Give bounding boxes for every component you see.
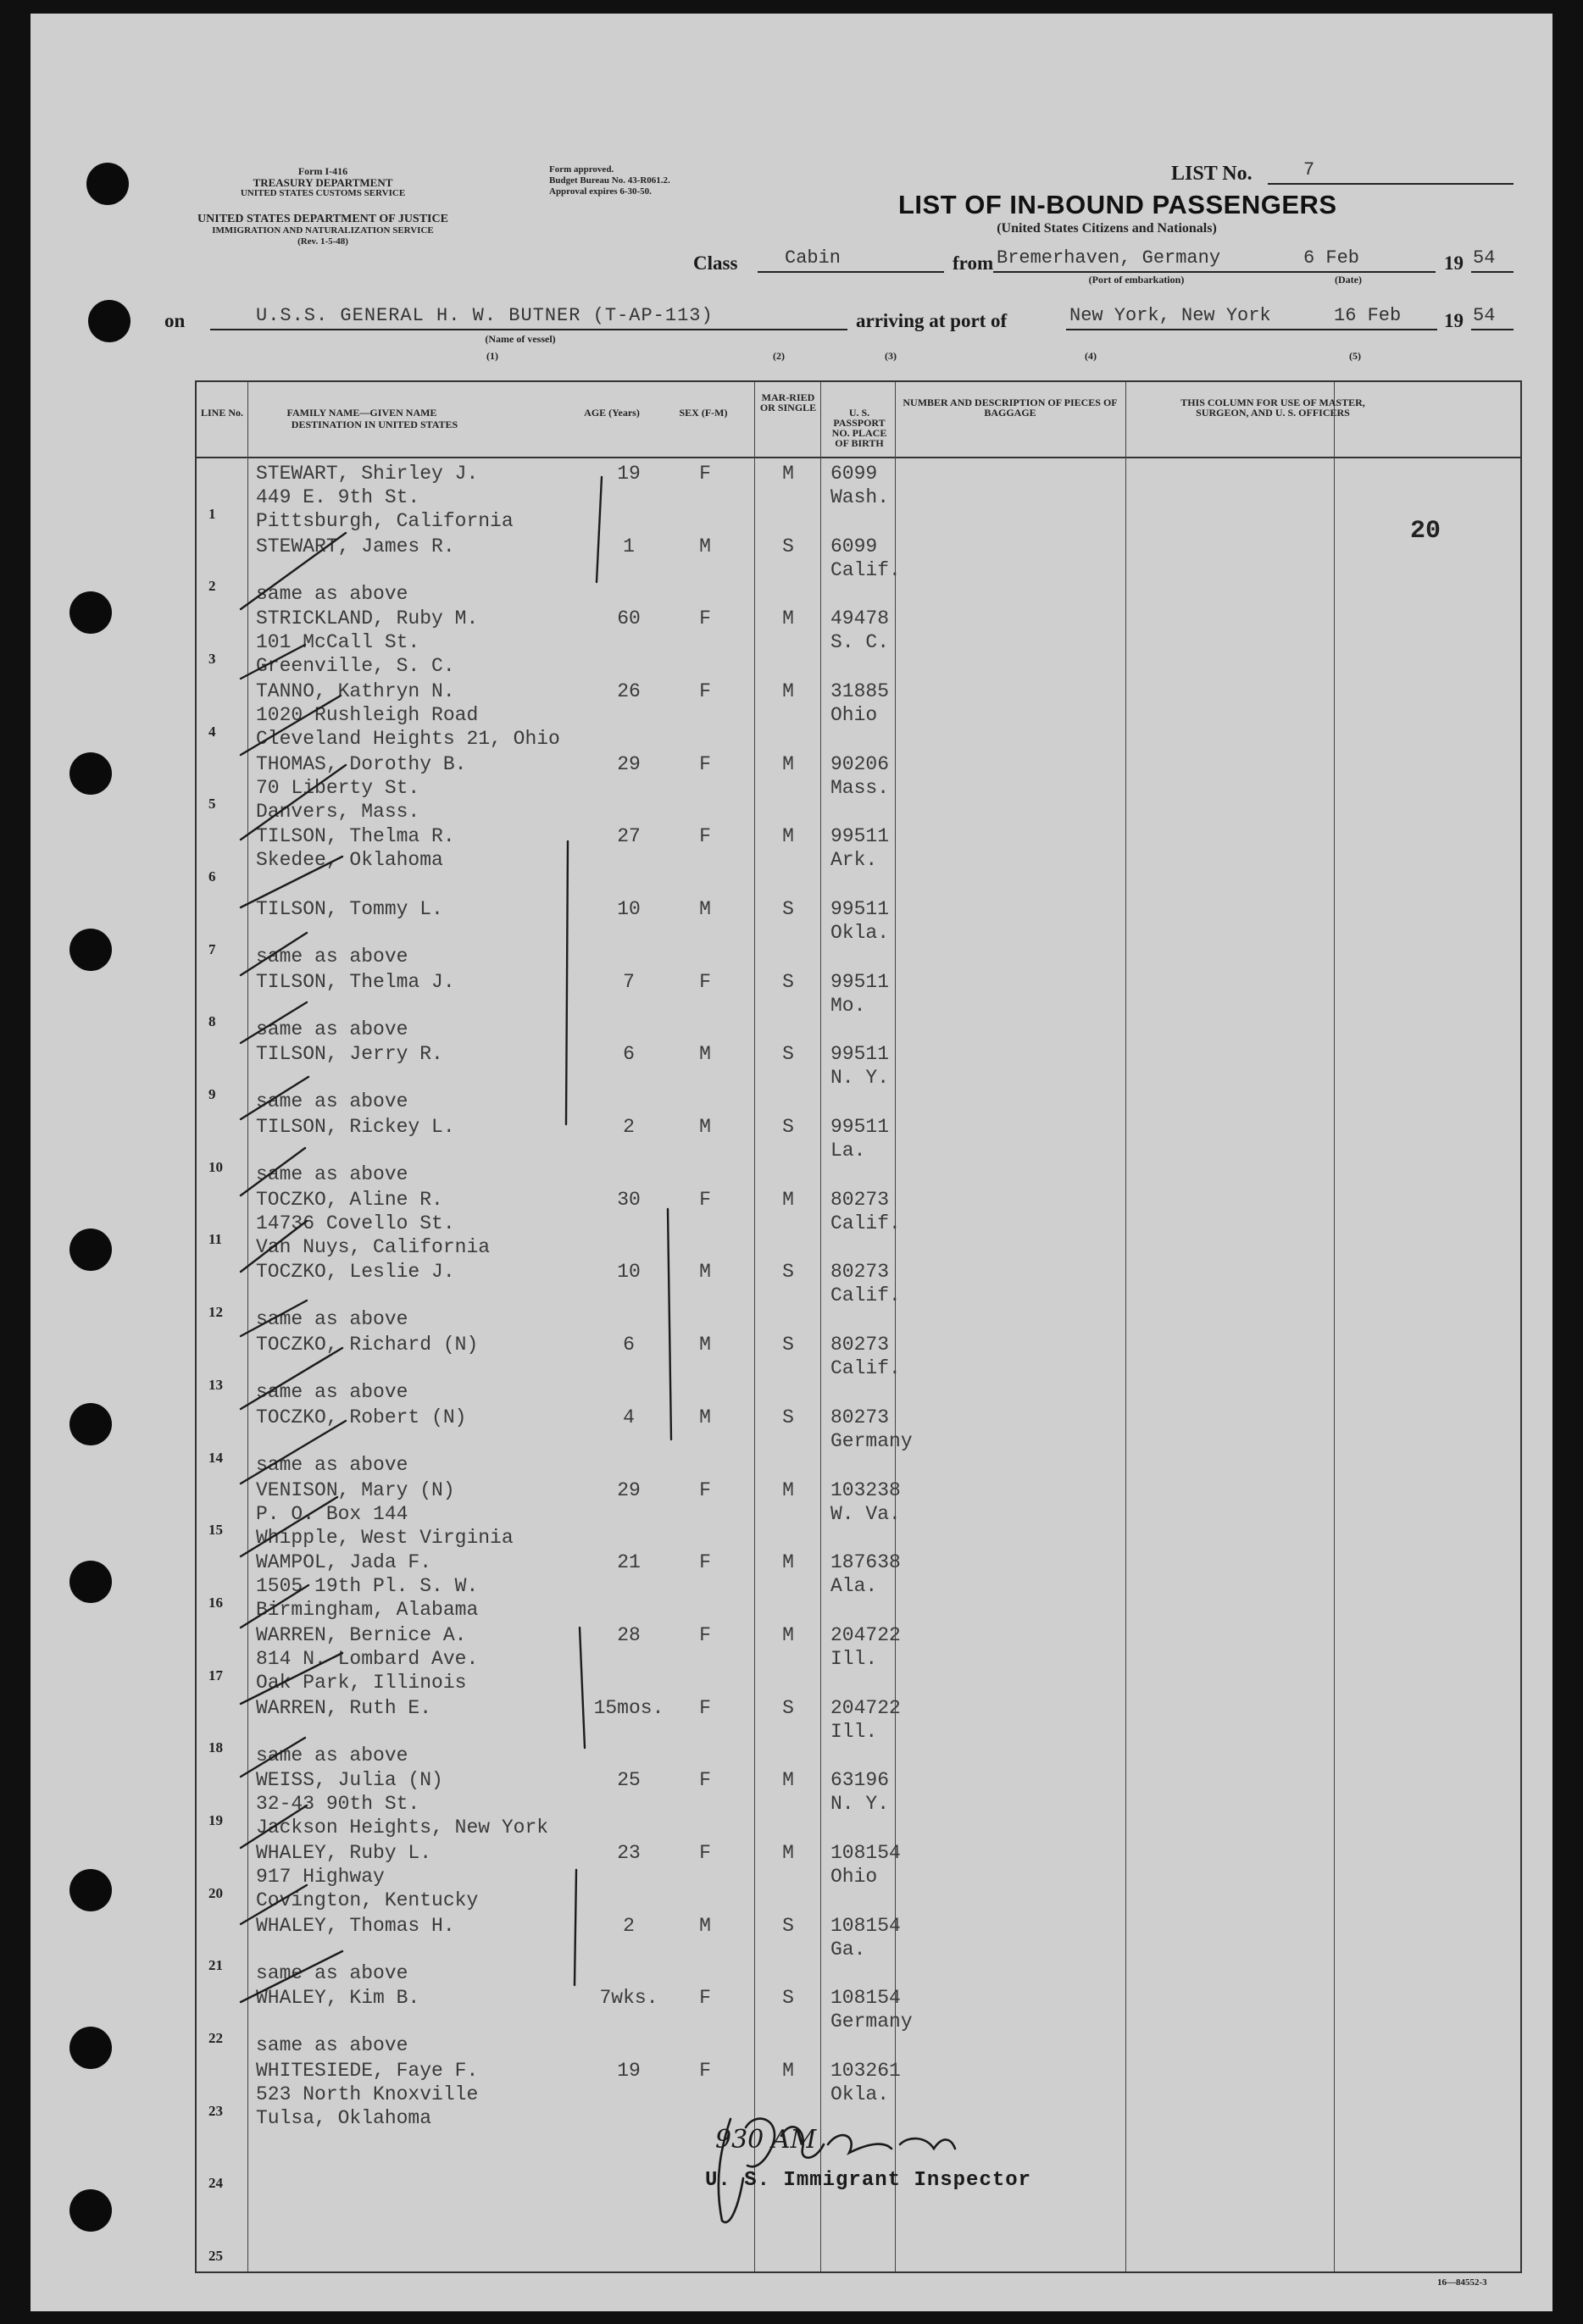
year-prefix-1: 19 [1444,252,1464,274]
cell-age: 29 [617,1478,641,1501]
cell-passport: 80273 [830,1261,890,1284]
checkmark [241,1585,308,1628]
line-number: 11 [208,1231,223,1248]
line-number: 25 [208,2248,223,2264]
cell-passport: 63196 [830,1769,890,1792]
cell-sex: F [699,1478,711,1501]
cell-birth: Calif. [830,1357,901,1380]
punch-hole [86,163,129,205]
checkmark [241,765,346,840]
cell-name: TOCZKO, Leslie J. [256,1261,455,1284]
cell-sex: M [699,1043,711,1066]
cell-sex: F [699,970,711,993]
cell-age: 21 [617,1551,641,1574]
cell-ms: S [782,1696,794,1719]
bracket-mark [566,841,568,1124]
cell-name: WAMPOL, Jada F. [256,1551,432,1574]
budget-bureau: Budget Bureau No. 43-R061.2. [549,175,670,186]
cell-addr2: same as above [256,1090,408,1113]
arriving-label: arriving at port of [856,310,1008,331]
cell-birth: Ga. [830,1938,866,1961]
cell-age: 4 [623,1406,635,1428]
col-header-passport: U. S. PASSPORT NO. PLACE OF BIRTH [831,407,887,449]
cell-name: TILSON, Thelma J. [256,970,455,993]
checkmark [241,1221,307,1272]
cell-sex: M [699,898,711,921]
cell-name: STEWART, Shirley J. [256,463,479,485]
cell-passport: 108154 [830,1841,901,1864]
checkmark [241,1348,342,1409]
cell-birth: Ala. [830,1575,878,1598]
cell-ms: M [782,680,794,703]
from-line [993,271,1436,273]
line-number: 2 [208,578,216,595]
cell-ms: M [782,1551,794,1574]
cell-passport: 99511 [830,898,890,921]
line-number: 5 [208,796,216,813]
cell-sex: F [699,825,711,848]
cell-name: TILSON, Jerry R. [256,1043,443,1066]
cell-addr1: Skedee, Oklahoma [256,849,443,872]
class-line [758,271,944,273]
cell-name: VENISON, Mary (N) [256,1478,455,1501]
list-no-label: LIST No. [1171,163,1253,185]
checkmark [241,1301,307,1336]
cell-ms: S [782,898,794,921]
line-number: 9 [208,1086,216,1103]
checkmark [241,1951,342,2002]
checkmark [241,1148,305,1195]
cell-sex: F [699,1841,711,1864]
line-number: 6 [208,868,216,885]
cell-age: 60 [617,607,641,630]
cell-ms: M [782,607,794,630]
cell-ms: S [782,970,794,993]
print-code: 16—84552-3 [1437,2277,1487,2288]
cell-addr1: 814 N. Lombard Ave. [256,1647,479,1670]
cell-addr2: same as above [256,1308,408,1331]
cell-birth: Germany [830,1429,913,1452]
cell-ms: M [782,1769,794,1792]
col-header-sex: SEX (F-M) [679,407,728,419]
cell-sex: F [699,1769,711,1792]
document-page [31,14,1552,2311]
cell-age: 29 [617,752,641,775]
cell-birth: Okla. [830,922,890,945]
cell-age: 10 [617,1261,641,1284]
cell-passport: 31885 [830,680,890,703]
year-value-1: 54 [1473,247,1496,269]
date-caption: (Date) [1335,274,1362,286]
checkmark [241,1653,342,1704]
cell-addr2: Whipple, West Virginia [256,1526,514,1549]
line-number: 24 [208,2175,223,2192]
col-num-3: (3) [885,350,897,362]
cell-age: 25 [617,1769,641,1792]
cell-addr2: same as above [256,1961,408,1984]
cell-name: WHALEY, Ruby L. [256,1841,432,1864]
cell-age: 19 [617,2059,641,2082]
cell-sex: M [699,1914,711,1937]
from-date-value: 6 Feb [1303,247,1360,269]
checkmark [241,533,346,609]
cell-sex: F [699,1188,711,1211]
cell-sex: F [699,1987,711,2010]
from-value: Bremerhaven, Germany [997,247,1221,269]
list-no-value: 7 [1303,159,1315,180]
cell-addr2: same as above [256,1744,408,1767]
bracket-mark [580,1628,585,1748]
cell-sex: F [699,1696,711,1719]
cell-name: STEWART, James R. [256,535,455,557]
cell-addr2: Cleveland Heights 21, Ohio [256,728,560,751]
cell-addr2: same as above [256,1453,408,1476]
cell-birth: Mo. [830,994,866,1017]
cell-birth: W. Va. [830,1502,901,1525]
cell-addr1: 449 E. 9th St. [256,486,420,508]
cell-ms: M [782,825,794,848]
cell-name: WHALEY, Kim B. [256,1987,420,2010]
checkmark [241,1002,307,1043]
vessel-line [210,329,847,330]
cell-name: TILSON, Thelma R. [256,825,455,848]
cell-ms: M [782,1623,794,1646]
cell-passport: 204722 [830,1696,901,1719]
cell-birth: Calif. [830,558,901,581]
cell-birth: N. Y. [830,1793,890,1816]
ins-label: IMMIGRATION AND NATURALIZATION SERVICE [212,225,434,236]
cell-name: WEISS, Julia (N) [256,1769,443,1792]
col-header-officers: THIS COLUMN FOR USE OF MASTER, SURGEON, AND U. S. OFFICERS [1180,397,1365,419]
cell-passport: 6099 [830,463,878,485]
punch-hole [69,1561,112,1603]
year-line-1 [1471,271,1514,273]
cell-sex: F [699,752,711,775]
arrival-port-value: New York, New York [1069,305,1271,326]
cell-ms: S [782,1116,794,1139]
year-value-2: 54 [1473,305,1496,326]
cell-addr2: Greenville, S. C. [256,655,455,678]
cell-addr2: Van Nuys, California [256,1235,491,1258]
year-line-2 [1471,329,1514,330]
punch-hole [69,752,112,795]
cell-passport: 49478 [830,607,890,630]
cell-addr2: Covington, Kentucky [256,1889,479,1911]
cell-passport: 6099 [830,535,878,557]
col-num-2: (2) [773,350,785,362]
year-prefix-2: 19 [1444,310,1464,331]
cell-passport: 80273 [830,1406,890,1428]
cell-addr1: 14736 Covello St. [256,1212,455,1234]
cell-ms: M [782,463,794,485]
cell-age: 7 [623,970,635,993]
line-number: 15 [208,1522,223,1539]
cell-addr2: Birmingham, Alabama [256,1599,479,1622]
cell-passport: 80273 [830,1188,890,1211]
cell-name: WARREN, Ruth E. [256,1696,432,1719]
cell-age: 30 [617,1188,641,1211]
cell-ms: S [782,1914,794,1937]
cell-birth: Ark. [830,849,878,872]
cell-ms: M [782,1478,794,1501]
cell-birth: Mass. [830,776,890,799]
cell-addr2: Danvers, Mass. [256,800,420,823]
cell-ms: S [782,1334,794,1356]
cell-passport: 99511 [830,970,890,993]
cell-ms: M [782,2059,794,2082]
list-no-line [1268,183,1514,185]
cell-passport: 108154 [830,1914,901,1937]
cell-addr2: Pittsburgh, California [256,510,514,532]
col-header-married: MAR-RIED OR SINGLE [759,391,817,413]
cell-addr2: same as above [256,1381,408,1404]
cell-name: THOMAS, Dorothy B. [256,752,467,775]
cell-name: TILSON, Tommy L. [256,898,443,921]
line-number: 17 [208,1667,223,1683]
on-label: on [164,310,186,331]
cell-name: TOCZKO, Robert (N) [256,1406,467,1428]
cell-age: 1 [623,535,635,557]
officer-note: 20 [1410,517,1441,546]
checkmark [241,696,341,755]
cell-name: TOCZKO, Aline R. [256,1188,443,1211]
port-embark-caption: (Port of embarkation) [1088,274,1185,286]
col-num-5: (5) [1349,350,1361,362]
cell-addr2: same as above [256,946,408,968]
cell-ms: S [782,535,794,557]
cell-age: 26 [617,680,641,703]
cell-passport: 99511 [830,1116,890,1139]
bracket-mark [575,1870,576,1985]
cell-birth: Okla. [830,2083,890,2105]
checkmark [241,645,305,679]
line-number: 20 [208,1884,223,1901]
cell-addr1: 101 McCall St. [256,631,420,654]
cell-addr2: same as above [256,2034,408,2057]
cell-birth: Calif. [830,1212,901,1234]
cell-name: TANNO, Kathryn N. [256,680,455,703]
checkmark [241,1885,307,1924]
cell-age: 23 [617,1841,641,1864]
col-num-4: (4) [1085,350,1097,362]
cell-ms: S [782,1987,794,2010]
checkmark [241,933,307,975]
col-header-baggage: NUMBER AND DESCRIPTION OF PIECES OF BAGGAGE [903,397,1118,419]
arrival-line [1066,329,1437,330]
line-number: 16 [208,1594,223,1611]
cell-age: 6 [623,1043,635,1066]
cell-age: 7wks. [599,1987,658,2010]
cell-age: 10 [617,898,641,921]
class-label: Class [693,252,738,274]
passenger-table [195,380,1522,2273]
cell-ms: M [782,1188,794,1211]
line-number: 7 [208,940,216,957]
cell-age: 2 [623,1914,635,1937]
line-number: 19 [208,1811,223,1828]
cell-birth: Ohio [830,704,878,727]
cell-passport: 187638 [830,1551,901,1574]
cell-addr1: 917 Highway [256,1865,385,1888]
cell-ms: S [782,1043,794,1066]
cell-sex: F [699,1623,711,1646]
arrival-date-value: 16 Feb [1334,305,1402,326]
ink-marks [197,382,1520,2271]
cell-sex: M [699,1334,711,1356]
cell-birth: Ill. [830,1720,878,1743]
cell-ms: M [782,752,794,775]
bracket-mark [597,477,602,582]
cell-addr2: same as above [256,582,408,605]
line-number: 1 [208,505,216,522]
cell-age: 15mos. [593,1696,664,1719]
bracket-mark [668,1209,671,1439]
punch-hole [88,300,131,342]
rev-label: (Rev. 1-5-48) [297,236,348,247]
cell-ms: S [782,1261,794,1284]
cell-passport: 99511 [830,1043,890,1066]
line-number: 10 [208,1158,223,1175]
cell-addr1: 523 North Knoxville [256,2083,479,2105]
class-value: Cabin [785,247,841,269]
punch-hole [69,2189,112,2232]
form-number: Form I-416 [297,165,348,177]
checkmark [241,1421,346,1484]
cell-birth: Calif. [830,1284,901,1307]
cell-passport: 80273 [830,1334,890,1356]
cell-age: 27 [617,825,641,848]
cell-passport: 103238 [830,1478,901,1501]
vessel-value: U.S.S. GENERAL H. W. BUTNER (T-AP-113) [256,305,714,326]
cell-birth: Ohio [830,1865,878,1888]
cell-sex: F [699,2059,711,2082]
cell-addr2: same as above [256,1018,408,1040]
checkmark [241,1497,337,1556]
cell-sex: M [699,1261,711,1284]
form-approved: Form approved. [549,164,614,175]
cell-passport: 90206 [830,752,890,775]
cell-birth: La. [830,1140,866,1162]
justice-dept: UNITED STATES DEPARTMENT OF JUSTICE [197,213,448,225]
cell-sex: M [699,1406,711,1428]
cell-addr1: 1020 Rushleigh Road [256,704,479,727]
treasury-dept: TREASURY DEPARTMENT [253,176,393,189]
cell-ms: S [782,1406,794,1428]
cell-birth: Wash. [830,486,890,508]
line-number: 18 [208,1739,223,1756]
punch-hole [69,1403,112,1445]
cell-name: TILSON, Rickey L. [256,1116,455,1139]
approval-expires: Approval expires 6-30-50. [549,186,652,197]
cell-addr2: same as above [256,1163,408,1186]
col-num-1: (1) [486,350,498,362]
punch-hole [69,1869,112,1911]
line-number: 8 [208,1013,216,1030]
punch-hole [69,591,112,634]
inspector-caption: U. S. Immigrant Inspector [705,2169,1032,2192]
customs-service: UNITED STATES CUSTOMS SERVICE [240,188,406,198]
punch-hole [69,1229,112,1271]
cell-name: WARREN, Bernice A. [256,1623,467,1646]
checkmark [241,1738,305,1777]
cell-addr2: Oak Park, Illinois [256,1671,467,1694]
cell-age: 19 [617,463,641,485]
cell-addr1: 1505 19th Pl. S. W. [256,1575,479,1598]
col-header-family-name: FAMILY NAME—GIVEN NAME [286,407,437,419]
punch-hole [69,2027,112,2069]
col-header-age: AGE (Years) [584,407,640,419]
checkmark [241,1805,307,1848]
cell-addr2: Jackson Heights, New York [256,1816,549,1839]
line-number: 14 [208,1449,223,1466]
cell-age: 2 [623,1116,635,1139]
col-header-destination: DESTINATION IN UNITED STATES [291,419,458,430]
cell-birth: Ill. [830,1647,878,1670]
cell-name: TOCZKO, Richard (N) [256,1334,479,1356]
line-number: 22 [208,2029,223,2046]
page-title: LIST OF IN-BOUND PASSENGERS [898,190,1337,219]
cell-sex: F [699,1551,711,1574]
line-number: 21 [208,1957,223,1974]
punch-hole [69,929,112,971]
signature-time: 930 AM [715,2125,817,2155]
cell-name: STRICKLAND, Ruby M. [256,607,479,630]
cell-ms: M [782,1841,794,1864]
cell-sex: F [699,607,711,630]
cell-sex: M [699,535,711,557]
cell-birth: N. Y. [830,1067,890,1090]
cell-passport: 99511 [830,825,890,848]
line-number: 3 [208,651,216,668]
line-number: 4 [208,723,216,740]
cell-age: 28 [617,1623,641,1646]
vessel-caption: (Name of vessel) [485,333,556,345]
line-number: 23 [208,2102,223,2119]
checkmark [241,857,342,907]
cell-birth: Germany [830,2011,913,2033]
cell-addr1: P. O. Box 144 [256,1502,408,1525]
cell-passport: 204722 [830,1623,901,1646]
cell-passport: 108154 [830,1987,901,2010]
cell-sex: F [699,680,711,703]
cell-addr1: 70 Liberty St. [256,776,420,799]
line-number: 13 [208,1376,223,1393]
cell-birth: S. C. [830,631,890,654]
cell-addr2: Tulsa, Oklahoma [256,2106,432,2129]
cell-passport: 103261 [830,2059,901,2082]
cell-sex: M [699,1116,711,1139]
checkmark [241,1077,308,1119]
cell-sex: F [699,463,711,485]
col-header-line-no: LINE No. [200,407,243,419]
cell-name: WHITESIEDE, Faye F. [256,2059,479,2082]
from-label: from [953,252,994,274]
cell-addr1: 32-43 90th St. [256,1793,420,1816]
page-subtitle: (United States Citizens and Nationals) [997,221,1217,236]
cell-name: WHALEY, Thomas H. [256,1914,455,1937]
line-number: 12 [208,1304,223,1321]
cell-age: 6 [623,1334,635,1356]
